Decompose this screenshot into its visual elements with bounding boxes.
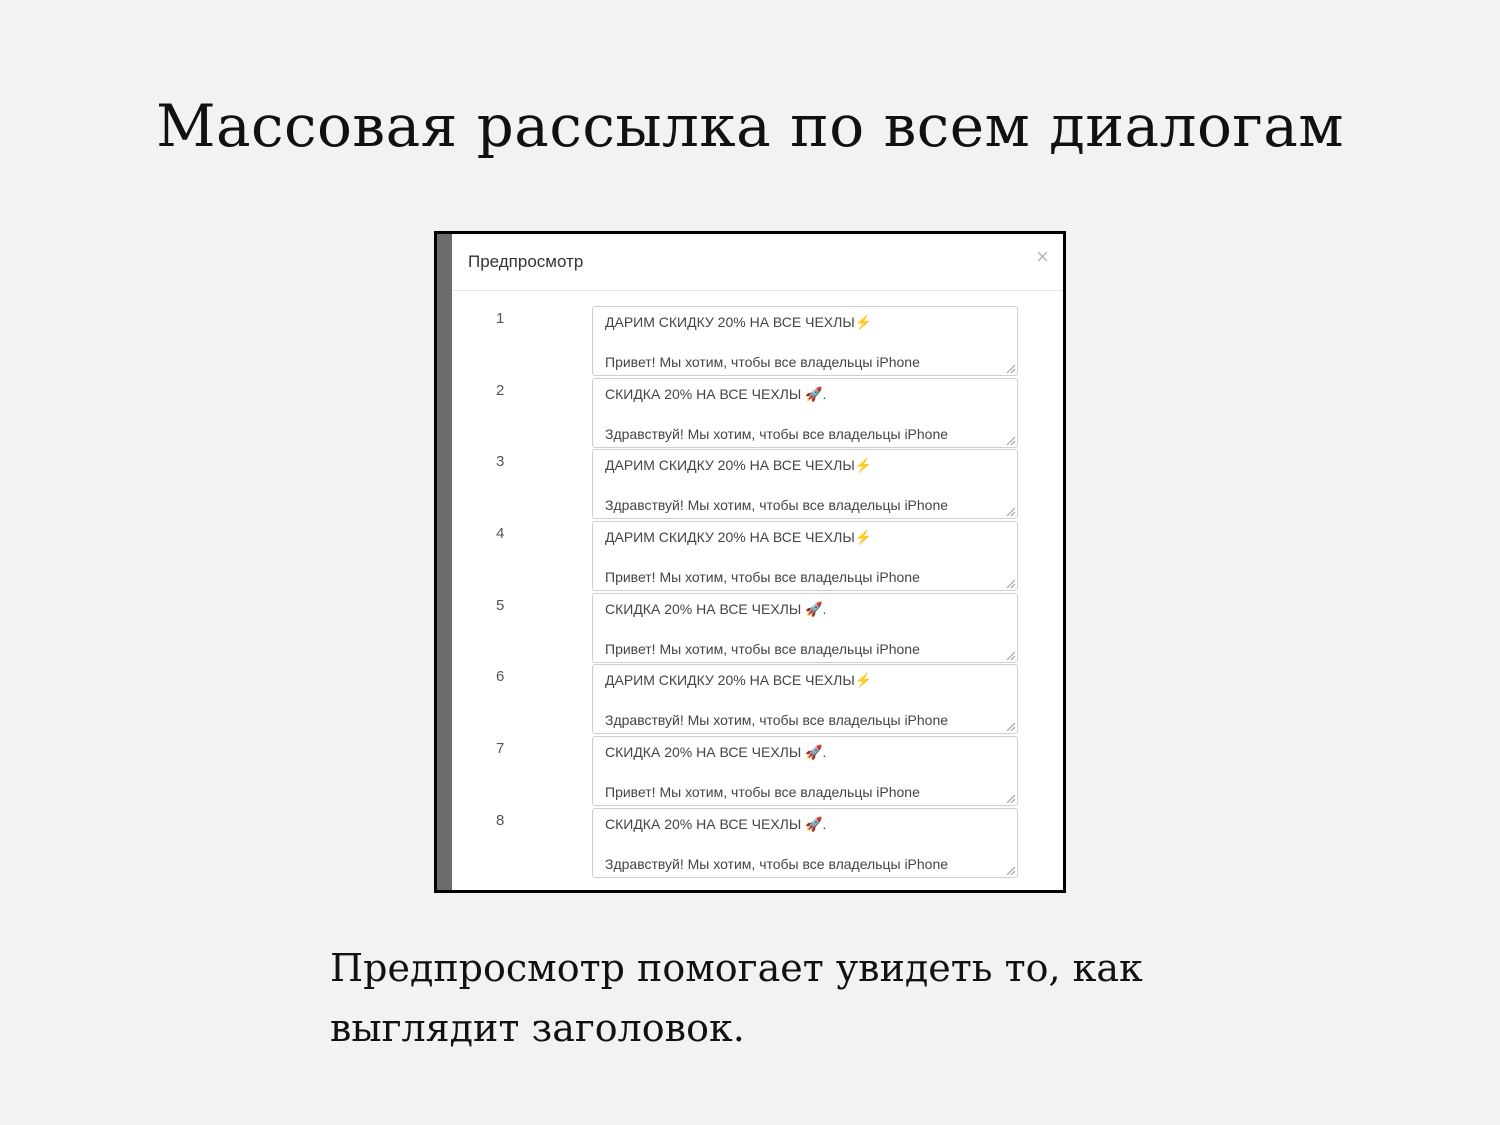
message-body: Здравствуй! Мы хотим, чтобы все владельцы iPhone (605, 855, 949, 872)
row-number: 3 (496, 453, 505, 471)
message-row (452, 808, 1063, 880)
resize-handle-icon[interactable] (1007, 652, 1015, 660)
row-number: 4 (496, 525, 505, 543)
row-number: 6 (496, 668, 505, 686)
message-subject: СКИДКА 20% НА ВСЕ ЧЕХЛЫ 🚀. (605, 600, 827, 617)
message-textarea[interactable] (592, 593, 1018, 663)
message-textarea[interactable] (592, 808, 1018, 878)
resize-handle-icon[interactable] (1007, 365, 1015, 373)
message-subject: ДАРИМ СКИДКУ 20% НА ВСЕ ЧЕХЛЫ⚡ (605, 457, 873, 474)
message-row (452, 306, 1063, 378)
message-subject: СКИДКА 20% НА ВСЕ ЧЕХЛЫ 🚀. (605, 815, 827, 832)
message-subject: СКИДКА 20% НА ВСЕ ЧЕХЛЫ 🚀. (605, 744, 827, 761)
resize-handle-icon[interactable] (1007, 795, 1015, 803)
row-number: 1 (496, 310, 505, 327)
message-subject: ДАРИМ СКИДКУ 20% НА ВСЕ ЧЕХЛЫ⚡ (605, 529, 873, 546)
row-number: 8 (496, 811, 505, 829)
message-body: Здравствуй! Мы хотим, чтобы все владельцы iPhone (605, 425, 949, 442)
resize-handle-icon[interactable] (1007, 508, 1015, 516)
message-row (452, 736, 1063, 808)
message-textarea[interactable] (592, 306, 1018, 376)
message-row (452, 378, 1063, 450)
message-body: Привет! Мы хотим, чтобы все владельцы iPhone (605, 784, 920, 801)
modal-title: Предпросмотр (468, 252, 584, 271)
message-textarea[interactable] (592, 378, 1018, 448)
message-row (452, 521, 1063, 593)
message-subject: ДАРИМ СКИДКУ 20% НА ВСЕ ЧЕХЛЫ⚡ (605, 314, 873, 330)
message-row (452, 593, 1063, 665)
row-number: 2 (496, 381, 505, 399)
preview-screenshot (434, 231, 1066, 893)
message-body: Привет! Мы хотим, чтобы все владельцы iPhone (605, 640, 920, 657)
modal-header (452, 234, 1063, 291)
preview-modal (452, 234, 1063, 890)
message-textarea[interactable] (592, 521, 1018, 591)
message-textarea[interactable] (592, 449, 1018, 519)
backdrop-strip (437, 234, 452, 890)
resize-handle-icon[interactable] (1007, 867, 1015, 875)
row-number: 7 (496, 740, 505, 758)
message-body: Привет! Мы хотим, чтобы все владельцы iPhone (605, 354, 920, 370)
message-list (452, 306, 1063, 880)
slide-title: Массовая рассылка по всем диалогам (156, 92, 1344, 160)
message-row (452, 449, 1063, 521)
message-textarea[interactable] (592, 736, 1018, 806)
message-body: Здравствуй! Мы хотим, чтобы все владельцы iPhone (605, 497, 949, 514)
row-number: 5 (496, 596, 505, 614)
resize-handle-icon[interactable] (1007, 580, 1015, 588)
resize-handle-icon[interactable] (1007, 437, 1015, 445)
slide-caption: Предпросмотр помогает увидеть то, как выглядит заголовок. (330, 946, 1143, 1050)
message-body: Здравствуй! Мы хотим, чтобы все владельцы iPhone (605, 712, 949, 729)
resize-handle-icon[interactable] (1007, 723, 1015, 731)
message-row (452, 664, 1063, 736)
message-body: Привет! Мы хотим, чтобы все владельцы iPhone (605, 569, 920, 586)
message-subject: ДАРИМ СКИДКУ 20% НА ВСЕ ЧЕХЛЫ⚡ (605, 672, 873, 689)
message-subject: СКИДКА 20% НА ВСЕ ЧЕХЛЫ 🚀. (605, 385, 827, 402)
close-icon[interactable]: × (1036, 244, 1049, 269)
message-textarea[interactable] (592, 664, 1018, 734)
